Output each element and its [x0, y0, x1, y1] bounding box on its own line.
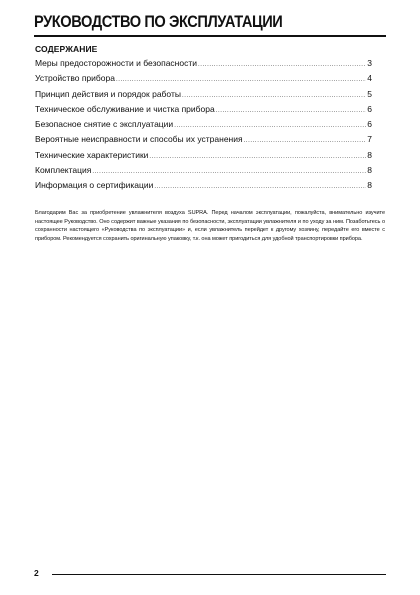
toc-item-troubleshooting[interactable]: [35, 134, 372, 149]
toc-item-decommission[interactable]: [35, 119, 372, 134]
toc-item-page: 6: [367, 103, 372, 114]
page-title: РУКОВОДСТВО ПО ЭКСПЛУАТАЦИИ: [34, 12, 283, 31]
toc-leader-dots: [174, 123, 366, 129]
toc-item-page: 8: [367, 165, 372, 176]
toc-leader-dots: [182, 93, 366, 99]
toc-item-label: Меры предосторожности и безопасности: [35, 58, 197, 68]
toc-item-certification[interactable]: [35, 180, 372, 195]
toc-leader-dots: [198, 62, 366, 68]
toc-leader-dots: [154, 184, 366, 190]
footer-divider: [52, 574, 386, 575]
toc-item-label: Вероятные неисправности и способы их устранения: [35, 134, 243, 145]
toc-item-device[interactable]: [35, 73, 372, 88]
toc-item-operation[interactable]: [35, 89, 372, 104]
toc-item-label: Комплектация: [35, 165, 92, 176]
toc-leader-dots: [92, 169, 366, 175]
page-number: 2: [34, 568, 39, 578]
toc-item-page: 7: [367, 134, 372, 145]
toc-item-label: Информация о сертификации: [35, 180, 154, 191]
toc-item-package-contents[interactable]: [35, 165, 372, 180]
toc-item-page: 4: [367, 73, 372, 84]
toc-item-page: 6: [367, 119, 372, 130]
toc-leader-dots: [244, 138, 367, 144]
title-divider: [34, 35, 386, 37]
toc-item-label: Техническое обслуживание и чистка прибора: [35, 103, 215, 114]
toc-item-maintenance[interactable]: [35, 104, 372, 119]
toc-item-label: Принцип действия и порядок работы: [35, 88, 181, 99]
intro-paragraph: Благодарим Вас за приобретение увлажнителя воздуха SUPRA. Перед началом эксплуатации, пожалуйста, внимательно изучите настоящее Руководство. Оно содержит важные указания по безопасности, эксплуатации увлажнителя и по уходу за ним. Позаботьтесь о сохранности настоящего «Руководства по эксплуатации» и, если увлажнитель перейдет к другому хозяину, передайте его вместе с прибором. Рекомендуется сохранить оригинальную упаковку, т.к. она может пригодиться для удобной транспортировки прибора.: [35, 210, 385, 242]
toc-item-label: Безопасное снятие с эксплуатации: [35, 119, 174, 130]
toc-leader-dots: [149, 154, 366, 160]
toc-item-specifications[interactable]: [35, 150, 372, 165]
toc-leader-dots: [216, 108, 367, 114]
toc-item-page: 8: [367, 149, 372, 160]
table-of-contents: [35, 58, 372, 196]
toc-item-safety[interactable]: [35, 58, 372, 73]
toc-item-label: Технические характеристики: [35, 149, 149, 160]
toc-item-page: 3: [367, 58, 372, 68]
toc-item-label: Устройство прибора: [35, 73, 115, 84]
toc-heading: СОДЕРЖАНИЕ: [35, 44, 98, 54]
toc-item-page: 8: [367, 180, 372, 191]
toc-item-page: 5: [367, 88, 372, 99]
toc-leader-dots: [116, 77, 366, 83]
